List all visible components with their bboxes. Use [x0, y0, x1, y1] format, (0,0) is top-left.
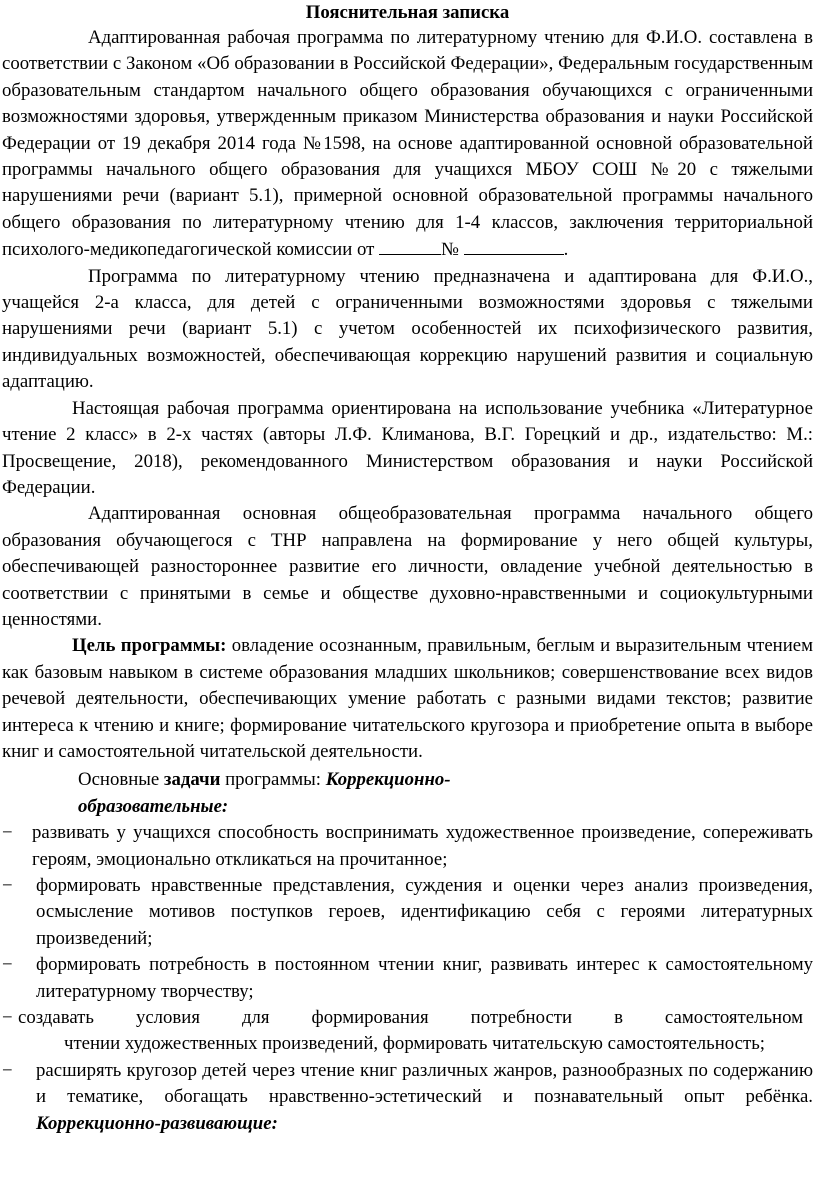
goal-label: Цель программы: — [72, 635, 227, 657]
paragraph-intro-text: Адаптированная рабочая программа по литературному чтению для Ф.И.О. составлена в соответствии с Законом «Об образовании в Российской Федерации», Федеральным государственным образовательным стандартом начального общего образования обучающихся с ограниченными возможностями здоровья, утвержденным приказом Министерства образования и науки Российской Федерации от 19 декабря 2014 года №1598, на основе адаптированной основной образовательной программы начального общего образования для учащихся МБОУ СОШ №20 с тяжелыми нарушениями речи (вариант 5.1), примерной основной образовательной программы начального общего образования по литературному чтению для 1-4 классов, заключения территориальной психолого-медикопедагогической комиссии от — [2, 27, 813, 261]
list-item-text: формировать потребность в постоянном чтении книг, развивать интерес к самостоятельному литературному творчеству; — [36, 954, 813, 1002]
dash-marker: − — [2, 954, 13, 976]
tasks-category-correctional-educational: Коррекционно- — [325, 769, 451, 791]
tasks-mid: программы: — [220, 769, 326, 791]
list-item-text: чтении художественных произведений, формировать читательскую самостоятельность; — [64, 1033, 765, 1055]
list-item-text: формировать нравственные представления, суждения и оценки через анализ произведения, осмысление мотивов поступков героев, идентификацию себя с героями литературных произведений; — [36, 875, 813, 949]
paragraph-textbook: Настоящая рабочая программа ориентирована на использование учебника «Литературное чтение 2 класс» в 2-х частях (авторы Л.Ф. Климанова, В.Г. Горецкий и др., издательство: М.: Просвещение, 2018), рекомендованного Министерством образования и науки Российской Федерации. — [2, 397, 813, 498]
dash-marker: − — [2, 875, 13, 896]
dash-marker: − — [2, 1059, 13, 1081]
tasks-word: задачи — [163, 769, 221, 791]
tasks-category-continued: образовательные: — [78, 795, 229, 817]
number-sign: № — [441, 239, 459, 261]
tasks-prefix: Основные — [78, 769, 164, 791]
blank-number — [464, 236, 564, 255]
list-item — [2, 820, 813, 873]
dash-marker: − — [2, 822, 13, 844]
paragraph-goal — [2, 633, 813, 765]
goal-text: овладение осознанным, правильным, беглым и выразительным чтением как базовым навыком в системе образования младших школьников; совершенствование всех видов речевой деятельности, обеспечивающих умение работать с разными видами текстов; развитие интереса к чтению и книге; формирование читательского кругозора и приобретение опыта в выборе книг и самостоятельной читательской деятельности. — [2, 635, 813, 762]
paragraph-intro — [2, 25, 813, 264]
document-title: Пояснительная записка — [305, 2, 510, 23]
tasks-category-correctional-developmental: Коррекционно-развивающие: — [36, 1112, 278, 1134]
list-item — [2, 952, 813, 1005]
paragraph-aoop: Адаптированная основная общеобразовательная программа начального общего образования обучающегося с ТНР направлена на формирование у него общей культуры, обеспечивающей разностороннее развитие его личности, овладение учебной деятельностью в соответствии с принятыми в семье и обществе духовно-нравственными и социокультурными ценностями. — [2, 503, 813, 630]
list-item-text: создавать условия для формирования потребности в самостоятельном — [18, 1007, 803, 1029]
tasks-list — [2, 820, 813, 1137]
tasks-heading — [2, 767, 813, 793]
list-item-text: расширять кругозор детей через чтение книг различных жанров, разнообразных по содержанию и тематике, обогащать нравственно-эстетический и познавательный опыт ребёнка. — [36, 1059, 813, 1108]
paragraph-intro-end: . — [563, 239, 569, 261]
list-item-text: развивать у учащихся способность воспринимать художественное произведение, сопереживать героям, эмоционально откликаться на прочитанное; — [32, 822, 813, 870]
dash-marker: − — [2, 1007, 13, 1029]
paragraph-purpose: Программа по литературному чтению предназначена и адаптирована для Ф.И.О., учащейся 2-а класса, для детей с ограниченными возможностями здоровья с тяжелыми нарушениями речи (вариант 5.1) с учетом особенностей их психофизического развития, индивидуальных возможностей, обеспечивающая коррекцию нарушений развития и социальную адаптацию. — [2, 265, 813, 393]
list-item — [2, 873, 813, 952]
list-item — [2, 1005, 813, 1031]
list-item-continued — [2, 1031, 813, 1057]
list-item — [2, 1058, 813, 1137]
blank-date — [379, 236, 441, 255]
